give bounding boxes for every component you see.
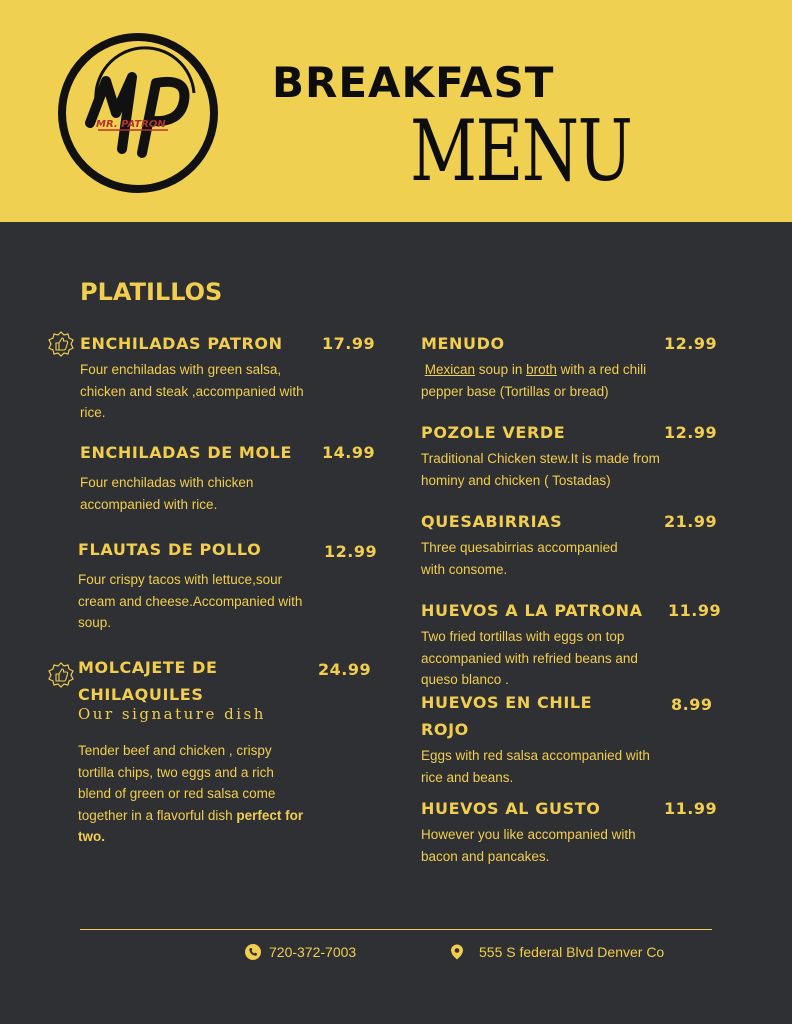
item-description: Two fried tortillas with eggs on top accompanied with refried beans and queso blanco .	[421, 629, 638, 687]
menu-item-huevos-en-chile-rojo	[421, 689, 721, 788]
item-price: 12.99	[324, 542, 378, 561]
item-description	[78, 740, 310, 848]
header-banner	[0, 0, 792, 222]
item-description: Three quesabirrias accompanied with consome.	[421, 540, 618, 577]
menu-item-quesabirrias	[421, 508, 721, 580]
item-name: HUEVOS EN CHILE ROJO	[421, 693, 593, 739]
menu-item-pozole-verde	[421, 419, 721, 491]
location-pin-icon	[449, 944, 465, 960]
phone-number: 720-372-7003	[269, 944, 357, 960]
title-menu: MENU	[410, 102, 632, 200]
item-name: MENUDO	[421, 334, 505, 353]
item-price: 11.99	[668, 601, 722, 620]
phone-icon	[245, 944, 261, 960]
desc-text: with a red chili pepper base (Tortillas or bread)	[421, 362, 647, 399]
item-description: Four enchiladas with chicken accompanied with rice.	[80, 475, 254, 512]
section-title: PLATILLOS	[80, 278, 223, 306]
signature-subtitle: Our signature dish	[78, 705, 266, 723]
item-name: HUEVOS A LA PATRONA	[421, 601, 643, 620]
item-name: QUESABIRRIAS	[421, 512, 563, 531]
item-name: ENCHILADAS PATRON	[80, 334, 283, 353]
item-name: POZOLE VERDE	[421, 423, 566, 442]
item-price: 24.99	[318, 660, 372, 679]
item-price: 21.99	[664, 512, 718, 531]
item-name: ENCHILADAS DE MOLE	[80, 443, 292, 462]
item-description-text: Tender beef and chicken , crispy tortilla chips, two eggs and a rich blend of green or red salsa come together in a flavorful dish	[78, 743, 276, 823]
item-name: MOLCAJETE DE CHILAQUILES	[78, 658, 218, 704]
item-price: 17.99	[322, 334, 376, 353]
address-text: 555 S federal Blvd Denver Co	[479, 944, 665, 960]
item-price: 12.99	[664, 334, 718, 353]
menu-item-menudo	[421, 330, 721, 402]
item-name: HUEVOS AL GUSTO	[421, 799, 601, 818]
contact-address[interactable]	[449, 944, 664, 960]
item-description: Eggs with red salsa accompanied with rice and beans.	[421, 748, 650, 785]
item-price: 8.99	[671, 695, 713, 714]
menu-item-huevos-al-gusto	[421, 795, 721, 867]
desc-link-mexican[interactable]: Mexican	[424, 362, 476, 377]
item-price: 12.99	[664, 423, 718, 442]
item-description-highlight: perfect for two.	[78, 807, 304, 844]
mr-patron-logo	[56, 31, 220, 195]
desc-text: soup in	[475, 362, 527, 377]
item-description	[421, 359, 681, 402]
desc-link-broth[interactable]: broth	[526, 362, 557, 377]
item-description: Traditional Chicken stew.It is made from hominy and chicken ( Tostadas)	[421, 451, 660, 488]
logo-text: MR. PATRON	[96, 119, 166, 130]
footer-divider	[80, 929, 712, 930]
title-breakfast: BREAKFAST	[272, 58, 555, 107]
item-description: Four enchiladas with green salsa, chicken and steak ,accompanied with rice.	[80, 362, 304, 420]
menu-item-enchiladas-patron	[80, 330, 380, 424]
item-price: 14.99	[322, 443, 376, 462]
menu-item-huevos-a-la-patrona	[421, 597, 721, 691]
thumbs-up-badge-icon	[48, 331, 74, 359]
contact-phone[interactable]	[245, 944, 356, 960]
thumbs-up-badge-icon	[48, 662, 74, 690]
menu-item-molcajete-de-chilaquiles	[78, 654, 378, 848]
item-price: 11.99	[664, 799, 718, 818]
item-name: FLAUTAS DE POLLO	[78, 540, 262, 559]
item-description: However you like accompanied with bacon and pancakes.	[421, 827, 636, 864]
menu-item-enchiladas-de-mole	[80, 439, 380, 515]
menu-item-flautas-de-pollo	[78, 536, 378, 634]
item-description: Four crispy tacos with lettuce,sour cream and cheese.Accompanied with soup.	[78, 572, 303, 630]
